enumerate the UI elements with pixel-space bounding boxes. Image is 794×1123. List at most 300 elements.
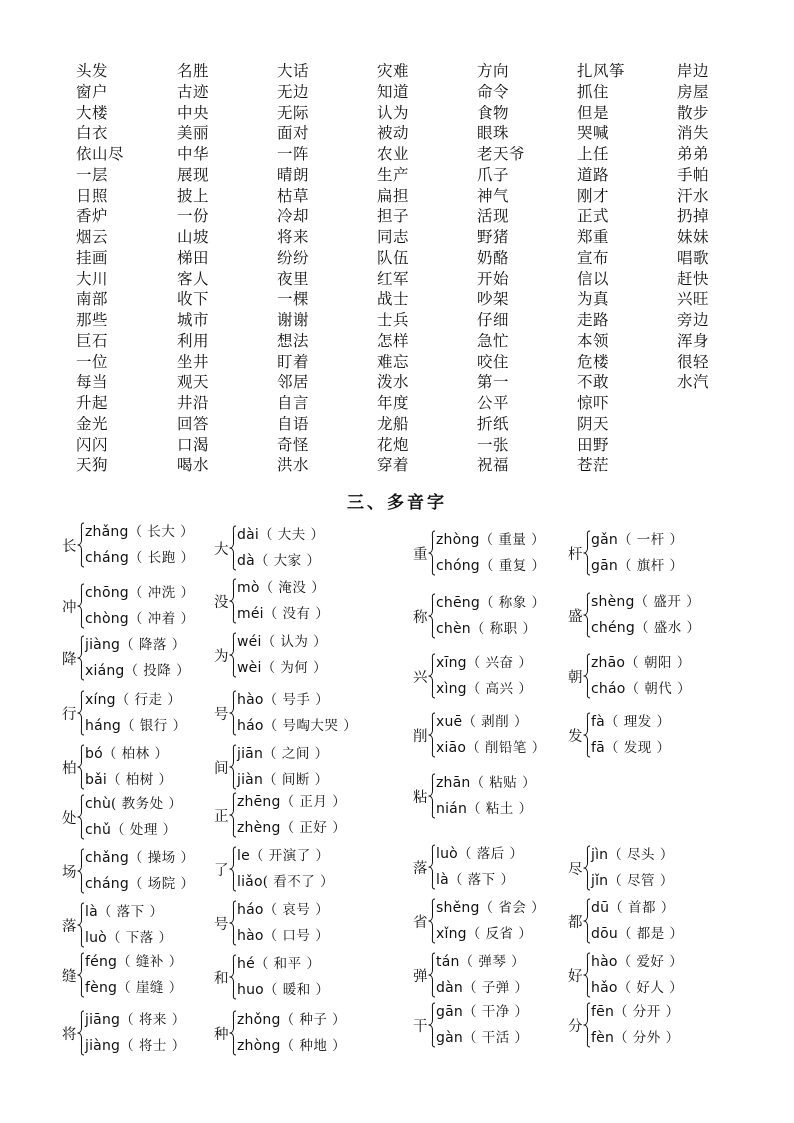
curly-brace-icon <box>77 690 85 736</box>
vocab-column <box>277 61 367 476</box>
polyphone-char: 号 <box>214 707 229 723</box>
curly-brace-icon <box>229 744 237 790</box>
polyphone-char: 落 <box>413 861 428 877</box>
pinyin: chēng <box>436 595 480 611</box>
pinyin: luò <box>85 930 107 946</box>
polyphone-entry <box>62 950 212 1004</box>
pinyin: xìng <box>436 681 467 697</box>
polyphone-entry <box>413 651 563 705</box>
vocab-word: 年度 <box>377 394 410 412</box>
reading-row <box>591 710 671 734</box>
vocab-word: 客人 <box>177 269 210 288</box>
example-word: （ 行走 ） <box>115 692 182 708</box>
pinyin: le <box>237 848 250 864</box>
curly-brace-icon <box>77 902 85 948</box>
pinyin: là <box>436 872 449 888</box>
pinyin: dōu <box>591 926 618 942</box>
reading-row <box>436 842 524 866</box>
pinyin: bó <box>85 746 103 762</box>
vocab-word: 一阵 <box>277 145 310 163</box>
vocab-word: 很轻 <box>677 352 710 371</box>
vocab-word: 房屋 <box>677 82 710 101</box>
vocabulary-table <box>0 0 794 480</box>
pinyin: hào <box>237 928 264 944</box>
vocab-column <box>677 61 767 393</box>
polyphone-char: 兴 <box>413 670 428 686</box>
example-word: （ 干净 ） <box>462 1004 529 1020</box>
curly-brace-icon <box>583 592 591 638</box>
pinyin: féng <box>85 954 118 970</box>
vocab-word: 天狗 <box>76 456 109 475</box>
example-word: （ 降落 ） <box>120 637 186 653</box>
vocab-word: 龙船 <box>377 414 410 433</box>
polyphone-char: 将 <box>62 1027 77 1043</box>
reading-row <box>85 792 182 816</box>
vocab-word: 急忙 <box>477 331 510 350</box>
reading-row <box>85 872 195 896</box>
pinyin: tán <box>436 954 460 970</box>
polyphone-entry <box>568 651 718 705</box>
vocab-word: 大话 <box>277 62 310 80</box>
vocab-word: 头发 <box>76 62 109 80</box>
vocab-word: 信以 <box>577 269 610 288</box>
pinyin: jiàng <box>85 637 121 653</box>
vocab-word: 咬住 <box>477 352 510 371</box>
vocab-word: 不敢 <box>577 373 610 392</box>
pinyin: nián <box>436 801 468 817</box>
vocab-word: 吵架 <box>477 290 510 309</box>
vocab-word: 穿着 <box>377 456 410 475</box>
reading-row <box>591 651 691 675</box>
vocab-word: 花炮 <box>377 435 410 454</box>
reading-row <box>237 602 329 626</box>
vocab-word: 红军 <box>377 269 410 288</box>
vocab-word: 古迹 <box>177 82 210 101</box>
curly-brace-icon <box>583 898 591 944</box>
pinyin: zhān <box>436 775 471 791</box>
vocab-word: 命令 <box>477 82 510 101</box>
polyphone-entry <box>413 771 563 825</box>
example-word: （ 正月 ） <box>280 794 347 810</box>
pinyin: là <box>85 904 98 920</box>
reading-row <box>237 714 357 738</box>
reading-row <box>436 868 514 892</box>
vocab-word: 那些 <box>76 311 109 329</box>
vocab-word: 无边 <box>277 82 310 101</box>
polyphone-char: 盛 <box>568 609 583 625</box>
example-word: （ 尽头 ） <box>608 847 674 863</box>
vocab-word: 井沿 <box>177 394 210 412</box>
vocab-column <box>177 61 267 476</box>
example-word: ( 看不了 ） <box>262 874 335 890</box>
example-word: （ 正好 ） <box>280 820 347 836</box>
polyphone-entry <box>62 633 212 687</box>
vocab-word: 梯田 <box>177 248 210 267</box>
pinyin: xīng <box>436 655 467 671</box>
pinyin: jìn <box>591 847 609 863</box>
polyphone-char: 冲 <box>62 600 77 616</box>
example-word: （ 落下 ） <box>97 904 164 920</box>
pinyin: jiāng <box>85 1012 121 1028</box>
polyphone-entry <box>62 520 212 574</box>
polyphone-char: 分 <box>568 1019 583 1035</box>
polyphone-char: 缝 <box>62 969 77 985</box>
pinyin: jiàng <box>85 1038 121 1054</box>
curly-brace-icon <box>583 653 591 699</box>
vocab-word: 认为 <box>377 103 410 122</box>
example-word: （ 一杆 ） <box>617 532 684 548</box>
vocab-word: 战士 <box>377 290 410 309</box>
vocab-word: 谢谢 <box>277 311 310 329</box>
vocab-column <box>577 61 667 476</box>
polyphone-entry <box>62 792 212 846</box>
vocab-word: 怎样 <box>377 331 410 350</box>
vocab-word: 回答 <box>177 414 210 433</box>
polyphone-char: 称 <box>413 610 428 626</box>
pinyin: fèn <box>591 1030 615 1046</box>
example-word: （ 柏林 ） <box>102 746 169 762</box>
vocab-word: 邻居 <box>277 373 310 392</box>
polyphone-entry <box>413 528 563 582</box>
pinyin: chǔ <box>85 822 112 838</box>
polyphone-entry <box>62 1008 212 1062</box>
reading-row <box>85 768 173 792</box>
polyphone-char: 朝 <box>568 670 583 686</box>
vocab-word: 队伍 <box>377 248 410 267</box>
curly-brace-icon <box>428 712 436 758</box>
pinyin: háng <box>85 718 122 734</box>
polyphone-entry <box>568 528 718 582</box>
curly-brace-icon <box>229 792 237 838</box>
example-word: （ 理发 ） <box>604 714 671 730</box>
curly-brace-icon <box>428 844 436 890</box>
reading-row <box>85 846 195 870</box>
reading-row <box>237 870 334 894</box>
vocab-word: 但是 <box>577 103 610 122</box>
reading-row <box>591 1000 680 1024</box>
polyphone-entry <box>413 710 563 764</box>
example-word: （ 没有 ） <box>263 606 330 622</box>
reading-row <box>591 528 684 552</box>
reading-row <box>237 978 330 1002</box>
vocab-word: 扁担 <box>377 186 410 205</box>
reading-row <box>85 520 194 544</box>
vocab-word: 士兵 <box>377 311 410 329</box>
vocab-word: 老天爷 <box>477 145 526 163</box>
vocab-word: 祝福 <box>477 456 510 475</box>
pinyin: dàn <box>436 980 463 996</box>
vocab-word: 扔掉 <box>677 207 710 226</box>
curly-brace-icon <box>229 578 237 624</box>
vocab-word: 郑重 <box>577 228 610 246</box>
example-word: （ 盛开 ） <box>634 594 701 610</box>
example-word: （ 崖缝 ） <box>117 980 183 996</box>
polyphone-char: 大 <box>214 542 229 558</box>
reading-row <box>85 950 183 974</box>
vocab-word: 兴旺 <box>677 290 710 309</box>
reading-row <box>591 922 684 946</box>
pinyin: fā <box>591 740 605 756</box>
example-word: （ 落后 ） <box>457 846 524 862</box>
vocab-word: 宣布 <box>577 248 610 267</box>
polyphone-char: 了 <box>214 863 229 879</box>
pinyin: wéi <box>237 634 262 650</box>
reading-row <box>237 656 327 680</box>
polyphone-char: 降 <box>62 652 77 668</box>
vocab-column <box>377 61 467 476</box>
reading-row <box>591 554 684 578</box>
pinyin: bǎi <box>85 772 107 788</box>
pinyin: shěng <box>436 900 480 916</box>
pinyin: chōng <box>85 585 129 601</box>
vocab-word: 名胜 <box>177 62 210 80</box>
vocab-word: 汗水 <box>677 186 710 205</box>
vocab-word: 盯着 <box>277 352 310 371</box>
polyphone-char: 削 <box>413 729 428 745</box>
pinyin: mò <box>237 580 260 596</box>
example-word: （ 分开 ） <box>614 1004 680 1020</box>
reading-row <box>237 1034 346 1058</box>
vocab-word: 想法 <box>277 331 310 350</box>
example-word: （ 朝阳 ） <box>625 655 691 671</box>
example-word: （ 弹琴 ） <box>459 954 526 970</box>
vocab-word: 将来 <box>277 228 310 246</box>
vocab-word: 城市 <box>177 311 210 329</box>
curly-brace-icon <box>428 952 436 998</box>
example-word: （ 爱好 ） <box>617 954 684 970</box>
curly-brace-icon <box>229 846 237 892</box>
pinyin: xiáng <box>85 663 125 679</box>
pinyin: méi <box>237 606 264 622</box>
vocab-word: 弟弟 <box>677 145 710 163</box>
reading-row <box>237 523 325 547</box>
pinyin: zhǎng <box>85 524 129 540</box>
example-word: （ 尽管 ） <box>608 873 674 889</box>
vocab-word: 金光 <box>76 414 109 433</box>
example-word: （ 发现 ） <box>604 740 671 756</box>
vocab-word: 泼水 <box>377 373 410 392</box>
curly-brace-icon <box>229 1010 237 1056</box>
reading-row <box>591 843 674 867</box>
example-word: （ 剥削 ） <box>462 714 528 730</box>
pinyin: jǐn <box>591 873 609 889</box>
example-word: （ 落下 ） <box>448 872 515 888</box>
example-word: （ 暖和 ） <box>263 982 330 998</box>
polyphone-entry <box>413 842 563 896</box>
vocab-word: 水汽 <box>677 373 710 392</box>
polyphone-entry <box>214 576 364 630</box>
polyphone-char: 正 <box>214 809 229 825</box>
reading-row <box>237 844 330 868</box>
reading-row <box>85 1008 186 1032</box>
vocab-word: 每当 <box>76 373 109 392</box>
example-word: （ 为何 ） <box>261 660 328 676</box>
polyphone-char: 省 <box>413 915 428 931</box>
vocab-word: 灾难 <box>377 62 410 80</box>
reading-row <box>436 554 546 578</box>
polyphone-entry <box>214 952 364 1006</box>
reading-row <box>85 1034 186 1058</box>
curly-brace-icon <box>77 583 85 629</box>
reading-row <box>85 659 190 683</box>
vocab-word: 消失 <box>677 124 710 143</box>
example-word: （ 认为 ） <box>261 634 328 650</box>
example-word: （ 大家 ） <box>254 553 321 569</box>
pinyin: zhēng <box>237 794 281 810</box>
vocab-word: 为真 <box>577 290 610 309</box>
pinyin: zhāo <box>591 655 626 671</box>
example-word: （ 将来 ） <box>120 1012 186 1028</box>
pinyin: cháng <box>85 550 129 566</box>
vocab-word: 上任 <box>577 145 610 163</box>
vocab-word: 奶酪 <box>477 248 510 267</box>
example-word: （ 号啕大哭 ） <box>263 718 358 734</box>
vocab-word: 坐井 <box>177 352 210 371</box>
vocab-word: 担子 <box>377 207 410 226</box>
example-word: （ 省会 ） <box>479 900 546 916</box>
polyphone-entry <box>214 630 364 684</box>
polyphone-entry <box>214 688 364 742</box>
pinyin: jiàn <box>237 772 264 788</box>
vocab-word: 一层 <box>76 165 109 184</box>
curly-brace-icon <box>428 530 436 576</box>
vocab-word: 第一 <box>477 373 510 392</box>
pinyin: cháo <box>591 681 626 697</box>
vocab-word: 岸边 <box>677 62 710 80</box>
vocab-word: 刚才 <box>577 186 610 205</box>
example-word: （ 称象 ） <box>479 595 546 611</box>
vocab-word: 中华 <box>177 145 210 163</box>
polyphone-entry <box>413 1000 563 1054</box>
vocab-word: 香炉 <box>76 207 109 226</box>
example-word: （ 兴奋 ） <box>466 655 533 671</box>
vocab-word: 公平 <box>477 394 510 412</box>
vocab-word: 阴天 <box>577 414 610 433</box>
example-word: （ 淹没 ） <box>259 580 326 596</box>
reading-row <box>85 818 177 842</box>
example-word: （ 间断 ） <box>263 772 329 788</box>
reading-row <box>436 528 545 552</box>
example-word: （ 场院 ） <box>128 876 195 892</box>
vocab-word: 难忘 <box>377 352 410 371</box>
example-word: （ 冲洗 ） <box>128 585 195 601</box>
pinyin: zhòng <box>436 532 480 548</box>
vocab-word: 冷却 <box>277 207 310 226</box>
reading-row <box>591 976 683 1000</box>
example-word: （ 粘土 ） <box>467 801 533 817</box>
curly-brace-icon <box>77 952 85 998</box>
vocab-word: 美丽 <box>177 124 210 143</box>
section-title: 三、多音字 <box>347 493 447 513</box>
curly-brace-icon <box>583 845 591 891</box>
vocab-word: 农业 <box>377 145 410 163</box>
reading-row <box>85 714 187 738</box>
example-word: （ 盛水 ） <box>634 620 701 636</box>
reading-row <box>436 710 528 734</box>
reading-row <box>591 590 700 614</box>
curly-brace-icon <box>77 1010 85 1056</box>
reading-row <box>436 736 546 760</box>
example-word: （ 削铅笔 ） <box>466 740 546 756</box>
vocab-word: 妹妹 <box>677 228 710 246</box>
reading-row <box>85 742 168 766</box>
vocab-word: 田野 <box>577 435 610 454</box>
vocab-word: 自语 <box>277 414 310 433</box>
vocab-word: 山坡 <box>177 228 210 246</box>
vocab-word: 道路 <box>577 165 610 184</box>
example-word: ( 教务处 ） <box>111 796 183 812</box>
vocab-word: 观天 <box>177 373 210 392</box>
reading-row <box>436 771 536 795</box>
curly-brace-icon <box>229 900 237 946</box>
vocab-word: 洪水 <box>277 456 310 475</box>
polyphone-entry <box>413 950 563 1004</box>
reading-row <box>85 633 186 657</box>
pinyin: shèng <box>591 594 635 610</box>
pinyin: zhòng <box>237 1038 281 1054</box>
pinyin: chóng <box>436 558 480 574</box>
polyphone-char: 为 <box>214 649 229 665</box>
vocab-word: 自言 <box>277 394 310 412</box>
polyphone-entry <box>62 688 212 742</box>
pinyin: háo <box>237 902 264 918</box>
example-word: （ 分外 ） <box>614 1030 680 1046</box>
pinyin: zhèng <box>237 820 281 836</box>
vocab-word: 神气 <box>477 186 510 205</box>
vocab-word: 开始 <box>477 269 510 288</box>
polyphone-entry <box>214 898 364 952</box>
vocab-word: 一棵 <box>277 290 310 309</box>
example-word: （ 和平 ） <box>254 956 321 972</box>
vocab-word: 抓住 <box>577 82 610 101</box>
vocab-word: 唱歌 <box>677 248 710 267</box>
polyphone-char: 发 <box>568 729 583 745</box>
polyphone-char: 粘 <box>413 790 428 806</box>
reading-row <box>237 952 320 976</box>
example-word: （ 银行 ） <box>121 718 187 734</box>
vocab-word: 大川 <box>76 269 109 288</box>
vocab-word: 奇怪 <box>277 435 310 454</box>
reading-row <box>237 898 329 922</box>
pinyin: liǎo <box>237 874 263 890</box>
reading-row <box>237 768 329 792</box>
polyphone-section <box>0 520 794 1080</box>
vocab-word: 白衣 <box>76 124 109 143</box>
polyphone-char: 长 <box>62 539 77 555</box>
polyphone-entry <box>568 1000 718 1054</box>
example-word: （ 长跑 ） <box>128 550 195 566</box>
vocab-word: 挂画 <box>76 248 109 267</box>
example-word: （ 冲着 ） <box>128 611 195 627</box>
vocab-word: 喝水 <box>177 456 210 475</box>
vocab-word: 一张 <box>477 435 510 454</box>
polyphone-char: 重 <box>413 547 428 563</box>
vocab-word: 展现 <box>177 165 210 184</box>
reading-row <box>237 742 329 766</box>
vocab-word: 仔细 <box>477 311 510 329</box>
vocab-word: 巨石 <box>76 331 109 350</box>
curly-brace-icon <box>77 848 85 894</box>
vocab-word: 一位 <box>76 352 109 371</box>
vocab-word: 枯草 <box>277 186 310 205</box>
reading-row <box>237 549 320 573</box>
polyphone-entry <box>214 790 364 844</box>
polyphone-char: 好 <box>568 969 583 985</box>
curly-brace-icon <box>229 954 237 1000</box>
reading-row <box>436 1026 529 1050</box>
curly-brace-icon <box>428 898 436 944</box>
reading-row <box>436 617 536 641</box>
